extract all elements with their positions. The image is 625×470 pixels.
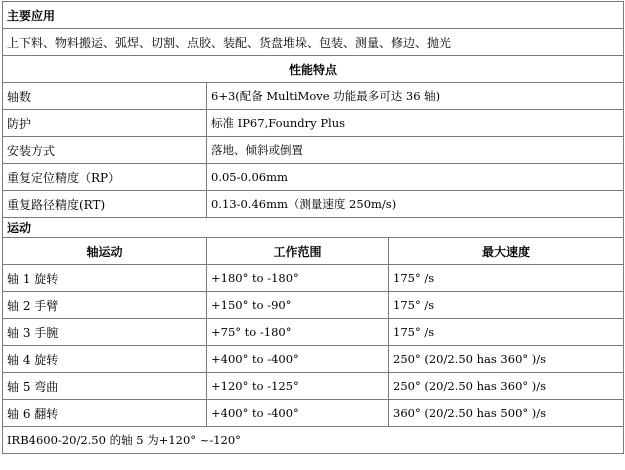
column-header-speed: 最大速度 — [389, 238, 624, 265]
motion-row — [3, 346, 624, 373]
features-heading: 性能特点 — [3, 56, 624, 83]
axis-speed: 175° /s — [389, 292, 624, 319]
axis-name: 轴 4 旋转 — [3, 346, 207, 373]
motion-row — [3, 265, 624, 292]
motion-row — [3, 400, 624, 427]
feature-row — [3, 164, 624, 191]
axis-speed: 360° (20/2.50 has 500° )/s — [389, 400, 624, 427]
axis-speed: 175° /s — [389, 265, 624, 292]
column-header-range: 工作范围 — [207, 238, 389, 265]
applications-row — [3, 29, 624, 56]
feature-label: 防护 — [3, 110, 207, 137]
footnote-row — [3, 427, 624, 454]
axis-speed: 175° /s — [389, 319, 624, 346]
applications-text: 上下料、物料搬运、弧焊、切割、点胶、装配、货盘堆垛、包装、测量、修边、抛光 — [3, 29, 624, 56]
feature-value: 标准 IP67,Foundry Plus — [207, 110, 624, 137]
axis-name: 轴 6 翻转 — [3, 400, 207, 427]
motion-row — [3, 373, 624, 400]
feature-value: 落地、倾斜或倒置 — [207, 137, 624, 164]
applications-heading: 主要应用 — [3, 2, 624, 29]
feature-value: 6+3(配备 MultiMove 功能最多可达 36 轴) — [207, 83, 624, 110]
axis-speed: 250° (20/2.50 has 360° )/s — [389, 373, 624, 400]
motion-column-headers — [3, 238, 624, 265]
axis-name: 轴 1 旋转 — [3, 265, 207, 292]
feature-value: 0.05-0.06mm — [207, 164, 624, 191]
feature-row — [3, 83, 624, 110]
feature-label: 重复定位精度（RP） — [3, 164, 207, 191]
axis-name: 轴 5 弯曲 — [3, 373, 207, 400]
spec-table — [2, 1, 624, 454]
feature-row — [3, 137, 624, 164]
motion-row — [3, 292, 624, 319]
column-header-axis: 轴运动 — [3, 238, 207, 265]
axis-range: +400° to -400° — [207, 346, 389, 373]
applications-heading-row — [3, 2, 624, 29]
feature-label: 重复路径精度(RT) — [3, 191, 207, 218]
feature-row — [3, 191, 624, 218]
motion-heading-row — [3, 218, 624, 238]
motion-heading: 运动 — [3, 218, 624, 238]
feature-row — [3, 110, 624, 137]
feature-label: 轴数 — [3, 83, 207, 110]
features-heading-row — [3, 56, 624, 83]
axis-name: 轴 2 手臂 — [3, 292, 207, 319]
axis-range: +180° to -180° — [207, 265, 389, 292]
axis-speed: 250° (20/2.50 has 360° )/s — [389, 346, 624, 373]
motion-footnote: IRB4600-20/2.50 的轴 5 为+120° ~-120° — [3, 427, 624, 454]
axis-range: +120° to -125° — [207, 373, 389, 400]
axis-range: +75° to -180° — [207, 319, 389, 346]
axis-range: +150° to -90° — [207, 292, 389, 319]
motion-row — [3, 319, 624, 346]
axis-name: 轴 3 手腕 — [3, 319, 207, 346]
feature-label: 安装方式 — [3, 137, 207, 164]
feature-value: 0.13-0.46mm（测量速度 250m/s) — [207, 191, 624, 218]
axis-range: +400° to -400° — [207, 400, 389, 427]
